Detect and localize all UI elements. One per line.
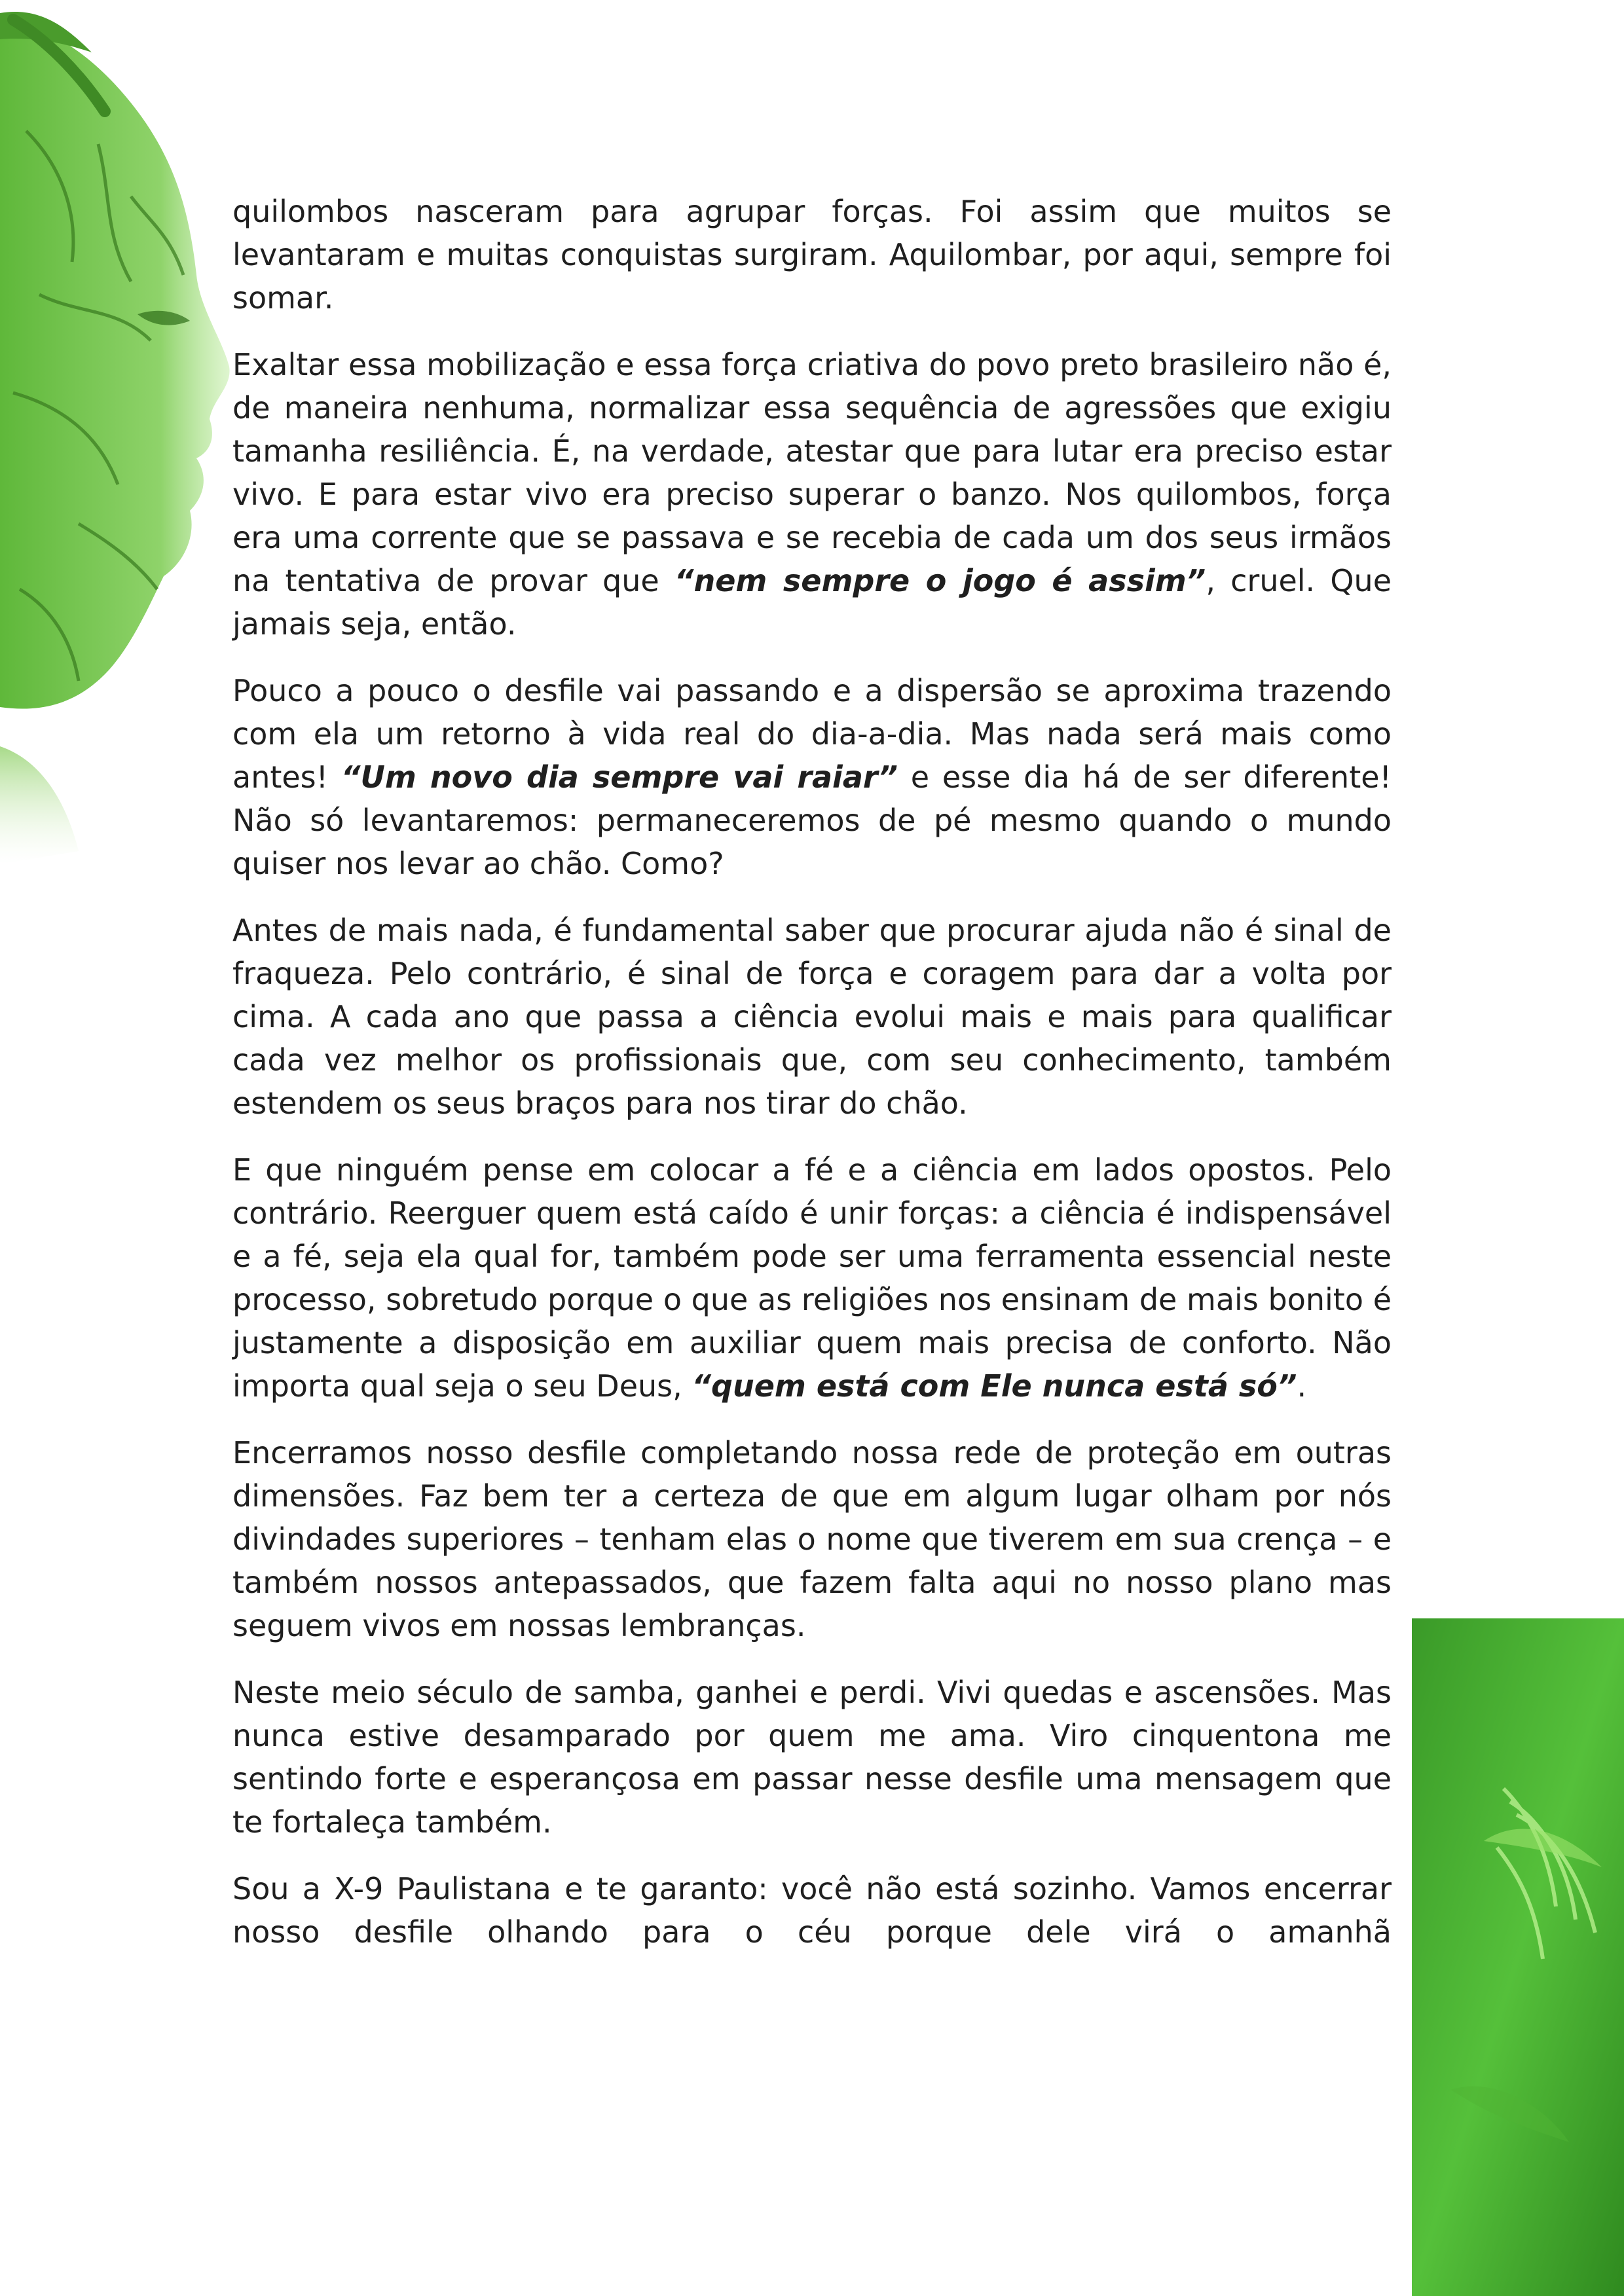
paragraph-3-text: Pouco a pouco o desfile vai passando e a dispersão se aproxima trazendo com ela um retorno à vida real do dia-a-dia. Mas nada será mais como antes! bbox=[232, 673, 1392, 795]
paragraph-3 bbox=[232, 669, 1392, 885]
paragraph-4 bbox=[232, 909, 1392, 1125]
paragraph-2-text: Exaltar essa mobilização e essa força criativa do povo preto brasileiro não é, de maneira nenhuma, normalizar essa sequência de agressões que exigiu tamanha resiliência. É, na verdade, atestar que para lutar era preciso estar vivo. E para estar vivo era preciso superar o banzo. Nos quilombos, força era uma corrente que se passava e se recebia de cada um dos seus irmãos na tentativa de provar que bbox=[232, 347, 1392, 598]
paragraph-3-quote: “Um novo dia sempre vai raiar” bbox=[341, 759, 898, 795]
paragraph-7-text: Neste meio século de samba, ganhei e perdi. Vivi quedas e ascensões. Mas nunca estive desamparado por quem me ama. Viro cinquentona me sentindo forte e esperançosa em passar nesse desfile uma mensagem que te fortaleça também. bbox=[232, 1675, 1392, 1840]
document-body bbox=[232, 190, 1392, 1977]
paragraph-6-text: Encerramos nosso desfile completando nossa rede de proteção em outras dimensões. Faz bem ter a certeza de que em algum lugar olham por nós divindades superiores – tenham elas o nome que tiverem em sua crença – e também nossos antepassados, que fazem falta aqui no nosso plano mas seguem vivos em nossas lembranças. bbox=[232, 1435, 1392, 1643]
paragraph-1 bbox=[232, 190, 1392, 319]
paragraph-2-text-end: , cruel. Que jamais seja, então. bbox=[232, 563, 1392, 642]
paragraph-5-text-end: . bbox=[1297, 1368, 1307, 1404]
paragraph-6 bbox=[232, 1431, 1392, 1647]
paragraph-5-text: E que ninguém pense em colocar a fé e a ciência em lados opostos. Pelo contrário. Reerguer quem está caído é unir forças: a ciência é indispensável e a fé, seja ela qual for, também pode ser uma ferramenta essencial neste processo, sobretudo porque o que as religiões nos ensinam de mais bonito é justamente a disposição em auxiliar quem mais precisa de conforto. Não importa qual seja o seu Deus, bbox=[232, 1152, 1392, 1404]
paragraph-5-quote: “quem está com Ele nunca está só” bbox=[692, 1368, 1297, 1404]
paragraph-2 bbox=[232, 343, 1392, 646]
green-face-icon bbox=[0, 0, 249, 864]
paragraph-3-text-end: e esse dia há de ser diferente! Não só levantaremos: permaneceremos de pé mesmo quando o mundo quiser nos levar ao chão. Como? bbox=[232, 759, 1392, 881]
green-leaf-panel-icon bbox=[1412, 1618, 1624, 2296]
paragraph-7 bbox=[232, 1671, 1392, 1844]
paragraph-8-text: Sou a X-9 Paulistana e te garanto: você não está sozinho. Vamos encerrar nosso desfile olhando para o céu porque dele virá o amanhã bbox=[232, 1871, 1392, 1950]
paragraph-5 bbox=[232, 1148, 1392, 1408]
paragraph-4-text: Antes de mais nada, é fundamental saber que procurar ajuda não é sinal de fraqueza. Pelo contrário, é sinal de força e coragem para dar a volta por cima. A cada ano que passa a ciência evolui mais e mais para qualificar cada vez melhor os profissionais que, com seu conhecimento, também estendem os seus braços para nos tirar do chão. bbox=[232, 913, 1392, 1121]
paragraph-2-quote: “nem sempre o jogo é assim” bbox=[674, 563, 1206, 598]
paragraph-8 bbox=[232, 1867, 1392, 1954]
paragraph-1-text: quilombos nasceram para agrupar forças. Foi assim que muitos se levantaram e muitas conquistas surgiram. Aquilombar, por aqui, sempre foi somar. bbox=[232, 194, 1392, 316]
